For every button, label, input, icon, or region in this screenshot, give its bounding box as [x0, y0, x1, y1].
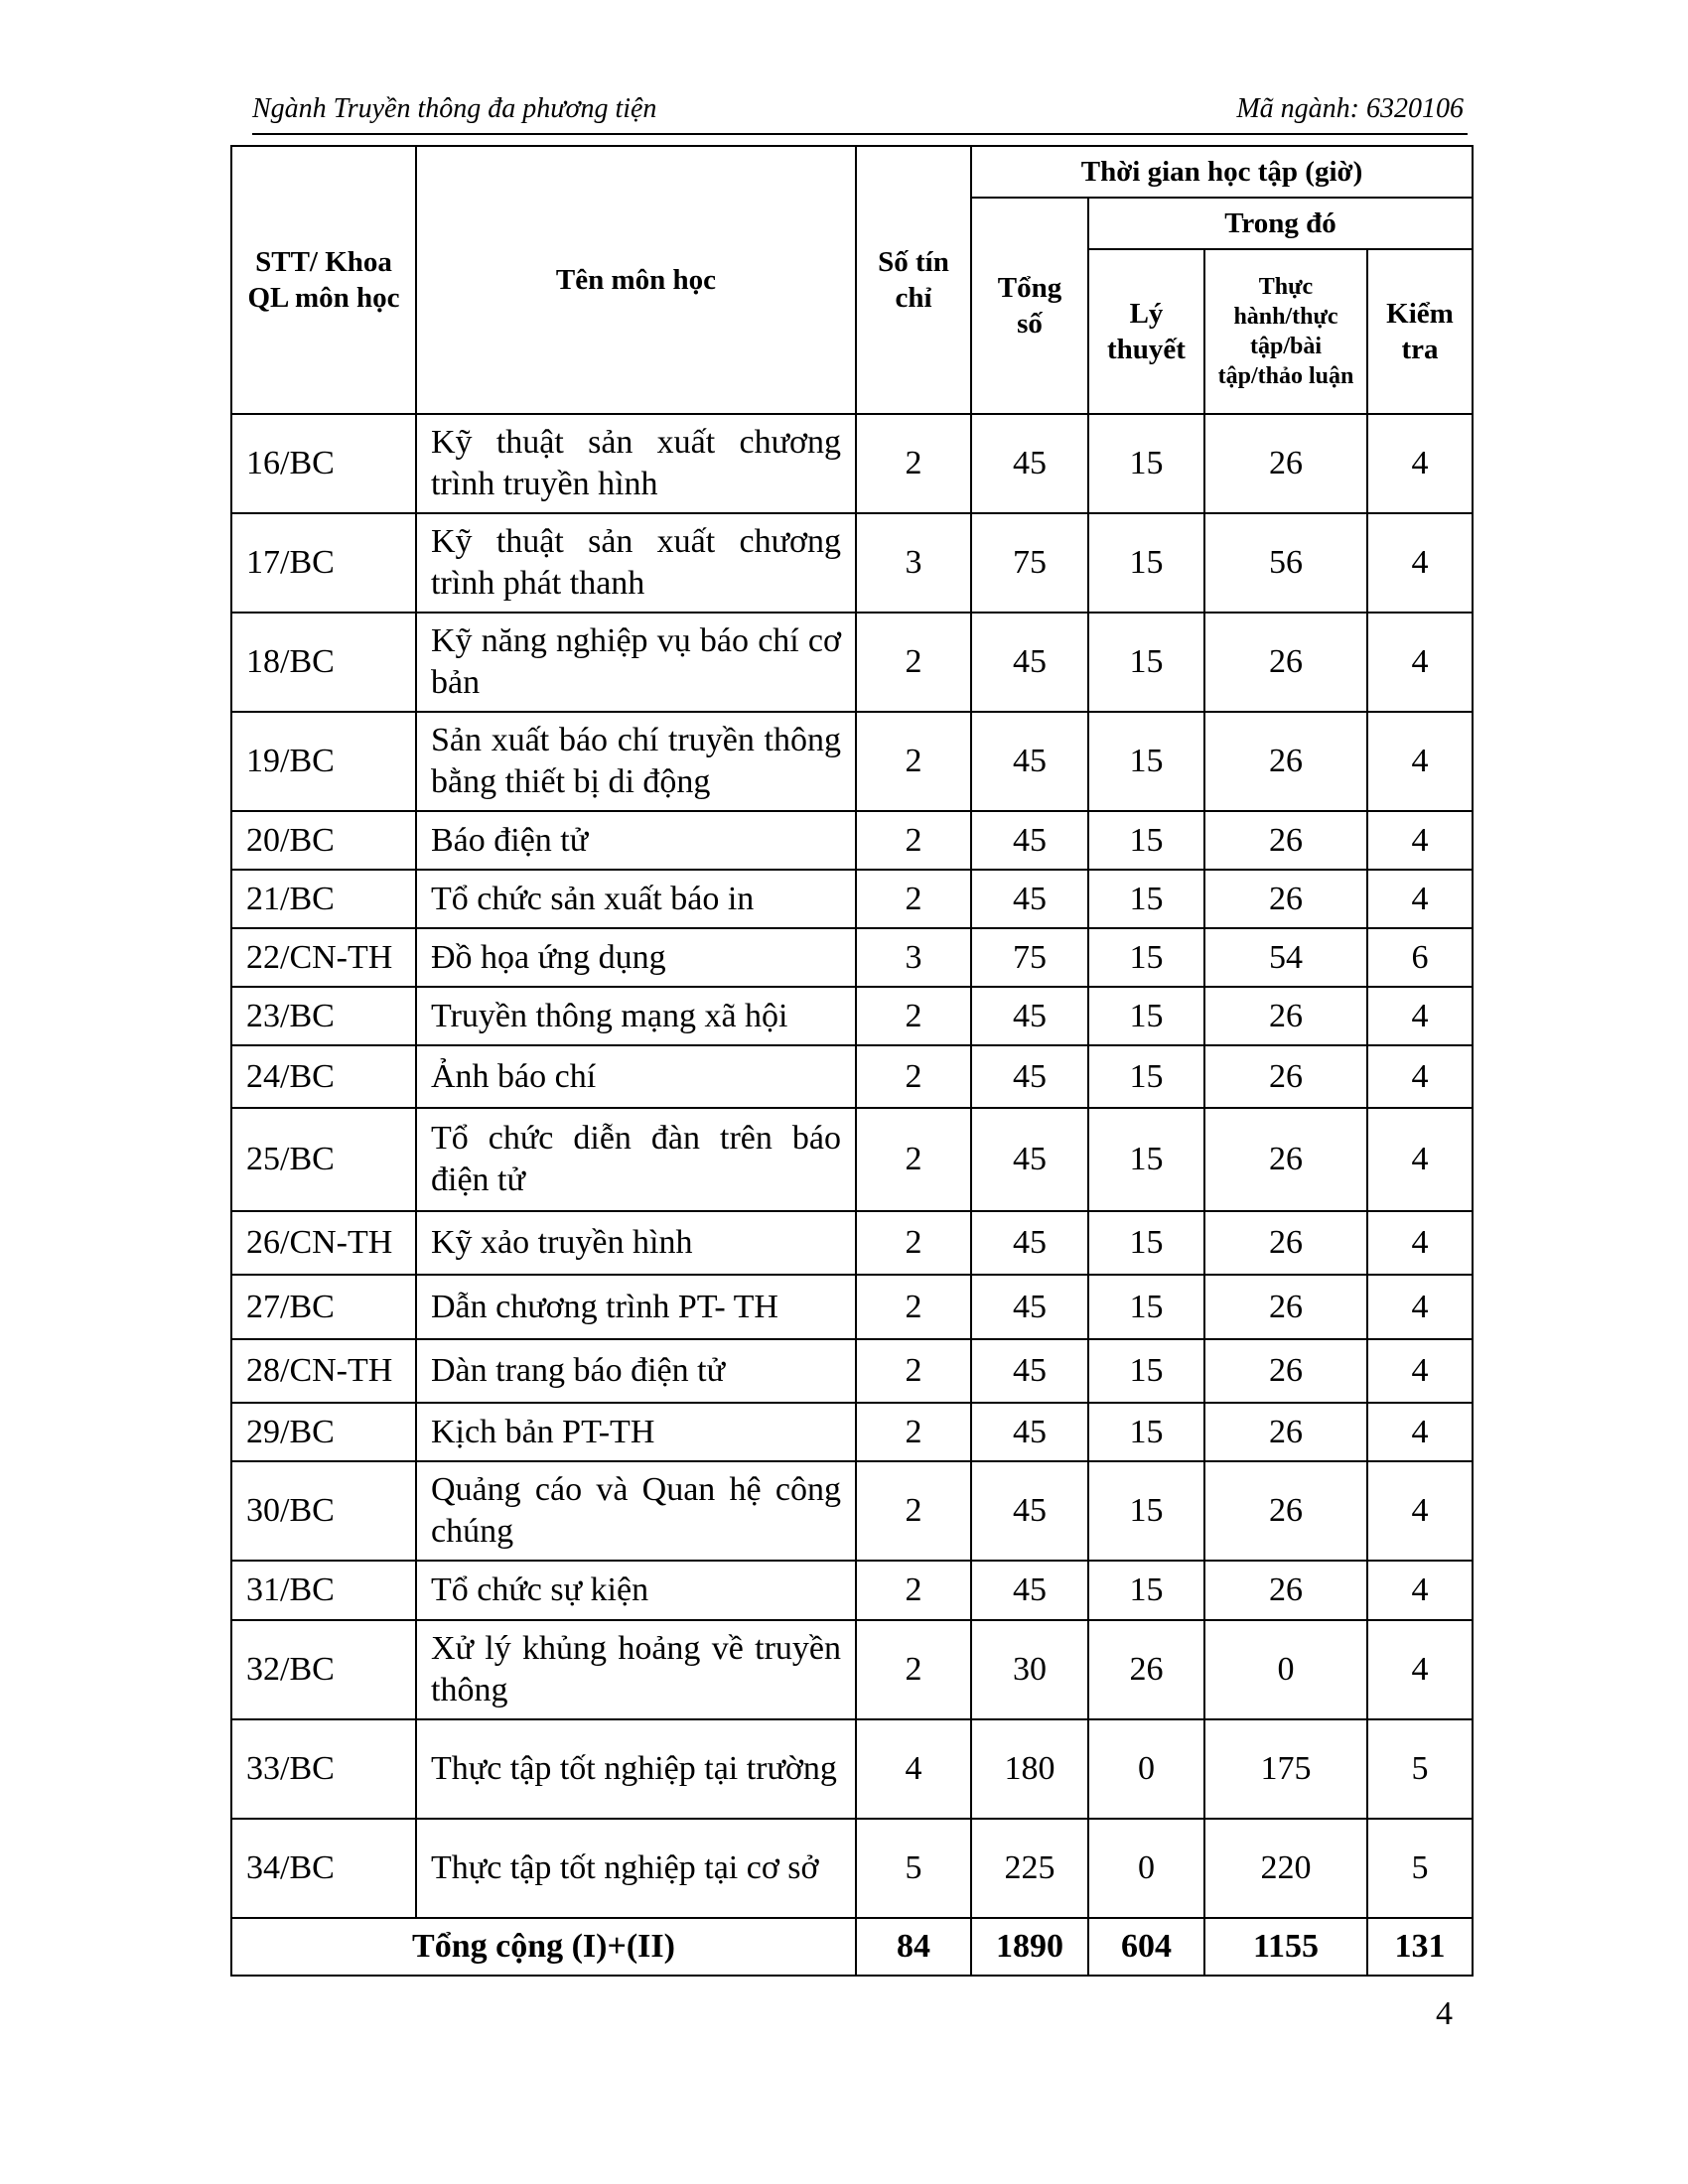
cell-credits: 2 — [856, 1275, 971, 1339]
cell-credits: 2 — [856, 712, 971, 811]
header-exam: Kiểm tra — [1367, 249, 1473, 414]
total-row — [231, 1918, 1473, 1976]
cell-exam: 4 — [1367, 1275, 1473, 1339]
cell-total: 45 — [971, 1211, 1088, 1275]
cell-stt: 34/BC — [231, 1819, 416, 1918]
cell-stt: 33/BC — [231, 1719, 416, 1819]
cell-name: Tổ chức sản xuất báo in — [416, 870, 856, 928]
cell-total: 75 — [971, 928, 1088, 987]
cell-exam: 4 — [1367, 1403, 1473, 1461]
table-row — [231, 1719, 1473, 1819]
cell-theory: 15 — [1088, 987, 1204, 1045]
cell-exam: 4 — [1367, 1339, 1473, 1403]
header-credits: Số tín chỉ — [856, 146, 971, 414]
cell-theory: 15 — [1088, 414, 1204, 513]
cell-name: Báo điện tử — [416, 811, 856, 870]
cell-practice: 26 — [1204, 870, 1367, 928]
cell-credits: 2 — [856, 613, 971, 712]
cell-credits: 2 — [856, 870, 971, 928]
cell-credits: 2 — [856, 1461, 971, 1561]
cell-exam: 5 — [1367, 1719, 1473, 1819]
table-row — [231, 513, 1473, 613]
cell-credits: 2 — [856, 1403, 971, 1461]
cell-stt: 16/BC — [231, 414, 416, 513]
cell-name: Xử lý khủng hoảng về truyền thông — [416, 1620, 856, 1719]
cell-total: 45 — [971, 1461, 1088, 1561]
cell-name: Dẫn chương trình PT- TH — [416, 1275, 856, 1339]
cell-practice: 26 — [1204, 712, 1367, 811]
table-row — [231, 1403, 1473, 1461]
cell-total: 225 — [971, 1819, 1088, 1918]
total-hours: 1890 — [971, 1918, 1088, 1976]
cell-total: 45 — [971, 811, 1088, 870]
cell-name: Ảnh báo chí — [416, 1045, 856, 1108]
cell-practice: 54 — [1204, 928, 1367, 987]
table-row — [231, 1819, 1473, 1918]
cell-credits: 2 — [856, 1108, 971, 1211]
cell-name: Tổ chức sự kiện — [416, 1561, 856, 1620]
cell-practice: 175 — [1204, 1719, 1367, 1819]
page-header — [252, 89, 1468, 135]
cell-exam: 4 — [1367, 1461, 1473, 1561]
cell-credits: 2 — [856, 987, 971, 1045]
header-total: Tổng số — [971, 198, 1088, 414]
table-row — [231, 1211, 1473, 1275]
cell-total: 45 — [971, 613, 1088, 712]
cell-stt: 32/BC — [231, 1620, 416, 1719]
cell-name: Kỹ xảo truyền hình — [416, 1211, 856, 1275]
cell-total: 45 — [971, 414, 1088, 513]
cell-stt: 21/BC — [231, 870, 416, 928]
cell-exam: 5 — [1367, 1819, 1473, 1918]
cell-name: Quảng cáo và Quan hệ công chúng — [416, 1461, 856, 1561]
cell-theory: 15 — [1088, 1275, 1204, 1339]
cell-total: 45 — [971, 1339, 1088, 1403]
cell-stt: 24/BC — [231, 1045, 416, 1108]
cell-theory: 15 — [1088, 1561, 1204, 1620]
table-row — [231, 712, 1473, 811]
cell-practice: 26 — [1204, 613, 1367, 712]
header-theory: Lý thuyết — [1088, 249, 1204, 414]
cell-theory: 15 — [1088, 1045, 1204, 1108]
cell-total: 45 — [971, 1108, 1088, 1211]
cell-exam: 4 — [1367, 613, 1473, 712]
cell-theory: 0 — [1088, 1719, 1204, 1819]
cell-name: Thực tập tốt nghiệp tại trường — [416, 1719, 856, 1819]
page-number: 4 — [1436, 1995, 1453, 2032]
header-stt: STT/ Khoa QL môn học — [231, 146, 416, 414]
cell-practice: 26 — [1204, 811, 1367, 870]
table-row — [231, 987, 1473, 1045]
cell-total: 180 — [971, 1719, 1088, 1819]
cell-exam: 4 — [1367, 987, 1473, 1045]
table-row — [231, 870, 1473, 928]
cell-theory: 15 — [1088, 870, 1204, 928]
table-row — [231, 1461, 1473, 1561]
cell-credits: 2 — [856, 414, 971, 513]
cell-exam: 4 — [1367, 513, 1473, 613]
table-row — [231, 414, 1473, 513]
cell-theory: 26 — [1088, 1620, 1204, 1719]
cell-credits: 2 — [856, 1620, 971, 1719]
cell-practice: 0 — [1204, 1620, 1367, 1719]
cell-total: 45 — [971, 1561, 1088, 1620]
table-row — [231, 928, 1473, 987]
cell-name: Tổ chức diễn đàn trên báo điện tử — [416, 1108, 856, 1211]
total-theory: 604 — [1088, 1918, 1204, 1976]
cell-theory: 15 — [1088, 1108, 1204, 1211]
cell-stt: 22/CN-TH — [231, 928, 416, 987]
table-row — [231, 811, 1473, 870]
cell-total: 30 — [971, 1620, 1088, 1719]
cell-credits: 3 — [856, 928, 971, 987]
cell-stt: 30/BC — [231, 1461, 416, 1561]
cell-practice: 26 — [1204, 987, 1367, 1045]
cell-name: Kỹ thuật sản xuất chương trình phát thanh — [416, 513, 856, 613]
cell-total: 45 — [971, 870, 1088, 928]
cell-practice: 26 — [1204, 1403, 1367, 1461]
cell-name: Thực tập tốt nghiệp tại cơ sở — [416, 1819, 856, 1918]
cell-name: Sản xuất báo chí truyền thông bằng thiết bị di động — [416, 712, 856, 811]
cell-total: 45 — [971, 1045, 1088, 1108]
cell-practice: 26 — [1204, 1461, 1367, 1561]
cell-credits: 5 — [856, 1819, 971, 1918]
cell-stt: 29/BC — [231, 1403, 416, 1461]
curriculum-table — [230, 145, 1474, 1977]
cell-exam: 4 — [1367, 870, 1473, 928]
cell-theory: 15 — [1088, 513, 1204, 613]
cell-stt: 26/CN-TH — [231, 1211, 416, 1275]
cell-practice: 220 — [1204, 1819, 1367, 1918]
cell-theory: 15 — [1088, 712, 1204, 811]
cell-exam: 4 — [1367, 1108, 1473, 1211]
cell-exam: 4 — [1367, 712, 1473, 811]
cell-theory: 15 — [1088, 1461, 1204, 1561]
cell-practice: 26 — [1204, 1339, 1367, 1403]
table-row — [231, 1561, 1473, 1620]
cell-name: Kỹ năng nghiệp vụ báo chí cơ bản — [416, 613, 856, 712]
cell-stt: 28/CN-TH — [231, 1339, 416, 1403]
cell-total: 45 — [971, 1403, 1088, 1461]
cell-exam: 4 — [1367, 1045, 1473, 1108]
header-time-group: Thời gian học tập (giờ) — [971, 146, 1473, 198]
table-row — [231, 1620, 1473, 1719]
program-code: Mã ngành: 6320106 — [1236, 93, 1464, 124]
cell-theory: 15 — [1088, 1339, 1204, 1403]
cell-practice: 26 — [1204, 1045, 1367, 1108]
cell-practice: 26 — [1204, 414, 1367, 513]
header-name: Tên môn học — [416, 146, 856, 414]
cell-total: 45 — [971, 987, 1088, 1045]
cell-name: Đồ họa ứng dụng — [416, 928, 856, 987]
cell-stt: 17/BC — [231, 513, 416, 613]
total-credits: 84 — [856, 1918, 971, 1976]
total-exam: 131 — [1367, 1918, 1473, 1976]
cell-credits: 4 — [856, 1719, 971, 1819]
cell-practice: 26 — [1204, 1561, 1367, 1620]
table-row — [231, 1108, 1473, 1211]
cell-exam: 4 — [1367, 1620, 1473, 1719]
table-row — [231, 613, 1473, 712]
table-row — [231, 1339, 1473, 1403]
cell-theory: 15 — [1088, 1211, 1204, 1275]
cell-practice: 26 — [1204, 1211, 1367, 1275]
cell-name: Kỹ thuật sản xuất chương trình truyền hình — [416, 414, 856, 513]
header-practice: Thực hành/thực tập/bài tập/thảo luận — [1204, 249, 1367, 414]
header-in-which: Trong đó — [1088, 198, 1473, 249]
program-name: Ngành Truyền thông đa phương tiện — [252, 93, 657, 124]
total-practice: 1155 — [1204, 1918, 1367, 1976]
cell-name: Dàn trang báo điện tử — [416, 1339, 856, 1403]
cell-stt: 25/BC — [231, 1108, 416, 1211]
cell-credits: 2 — [856, 811, 971, 870]
cell-stt: 27/BC — [231, 1275, 416, 1339]
table-row — [231, 1275, 1473, 1339]
total-label: Tổng cộng (I)+(II) — [231, 1918, 856, 1976]
cell-theory: 15 — [1088, 811, 1204, 870]
cell-exam: 4 — [1367, 1561, 1473, 1620]
cell-credits: 2 — [856, 1339, 971, 1403]
cell-stt: 23/BC — [231, 987, 416, 1045]
cell-stt: 18/BC — [231, 613, 416, 712]
cell-credits: 3 — [856, 513, 971, 613]
cell-stt: 19/BC — [231, 712, 416, 811]
cell-theory: 15 — [1088, 613, 1204, 712]
cell-total: 45 — [971, 712, 1088, 811]
cell-practice: 56 — [1204, 513, 1367, 613]
cell-name: Truyền thông mạng xã hội — [416, 987, 856, 1045]
cell-exam: 4 — [1367, 414, 1473, 513]
cell-theory: 0 — [1088, 1819, 1204, 1918]
table-body — [231, 414, 1473, 1976]
cell-practice: 26 — [1204, 1108, 1367, 1211]
cell-practice: 26 — [1204, 1275, 1367, 1339]
table-row — [231, 1045, 1473, 1108]
cell-exam: 4 — [1367, 811, 1473, 870]
cell-credits: 2 — [856, 1561, 971, 1620]
cell-stt: 20/BC — [231, 811, 416, 870]
cell-stt: 31/BC — [231, 1561, 416, 1620]
cell-theory: 15 — [1088, 1403, 1204, 1461]
cell-credits: 2 — [856, 1211, 971, 1275]
cell-credits: 2 — [856, 1045, 971, 1108]
cell-total: 45 — [971, 1275, 1088, 1339]
cell-total: 75 — [971, 513, 1088, 613]
cell-exam: 4 — [1367, 1211, 1473, 1275]
cell-exam: 6 — [1367, 928, 1473, 987]
cell-theory: 15 — [1088, 928, 1204, 987]
cell-name: Kịch bản PT-TH — [416, 1403, 856, 1461]
